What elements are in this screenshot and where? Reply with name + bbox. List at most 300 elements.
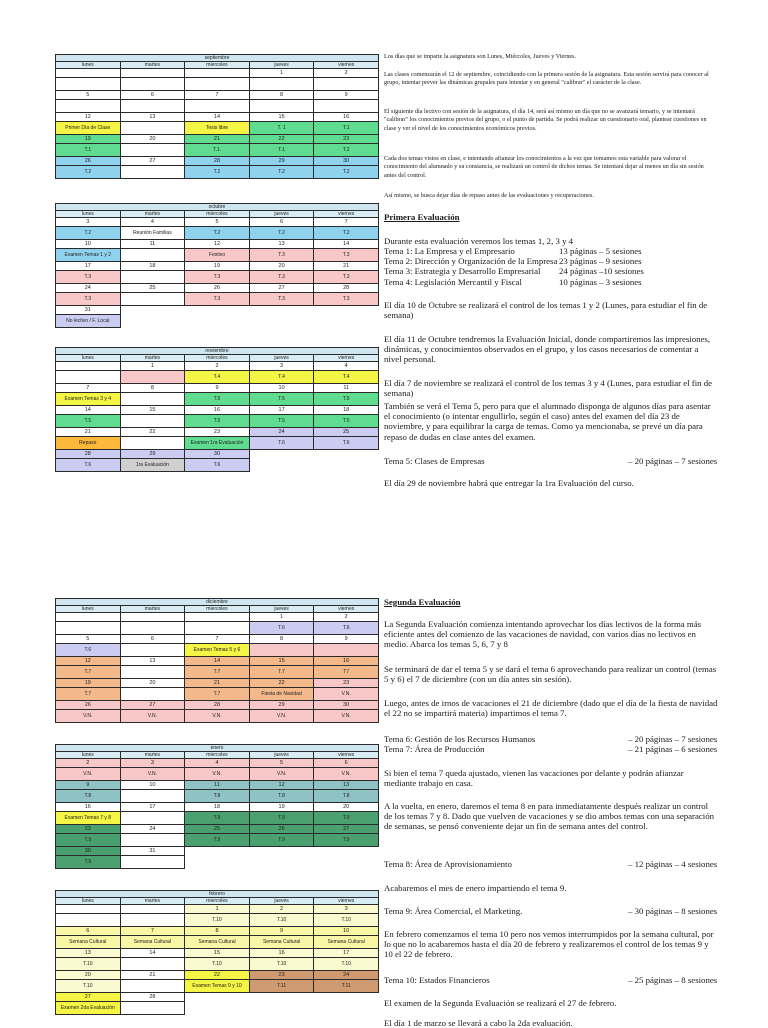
date-cell: 28 bbox=[185, 701, 250, 710]
date-cell: 17 bbox=[120, 803, 185, 812]
date-cell: 16 bbox=[314, 657, 379, 666]
session-cell bbox=[120, 78, 185, 91]
date-cell: 7 bbox=[56, 384, 121, 393]
session-cell: Examen Temas 7 y 8 bbox=[56, 812, 121, 825]
month-title: febrero bbox=[56, 891, 379, 898]
date-cell: 16 bbox=[185, 406, 250, 415]
intro-text-1: Los días que se imparte la asignatura son Lunes, Miércoles, Jueves y Viernes. bbox=[384, 53, 577, 60]
date-cell: 16 bbox=[56, 803, 121, 812]
session-cell bbox=[120, 166, 185, 179]
day-header: lunes bbox=[56, 211, 121, 218]
date-cell: 26 bbox=[249, 825, 314, 834]
date-cell: 3 bbox=[314, 905, 379, 914]
eval2-tema6-row bbox=[384, 734, 718, 744]
session-cell: V.N. bbox=[249, 768, 314, 781]
session-cell: T.10 bbox=[314, 958, 379, 971]
session-cell bbox=[120, 249, 185, 262]
content-row bbox=[56, 790, 379, 803]
eval1-topic-list bbox=[384, 246, 718, 287]
topic-name: Tema 3: Estrategia y Desarrollo Empresarial bbox=[384, 266, 541, 277]
session-cell: T.5 bbox=[185, 393, 250, 406]
date-cell bbox=[56, 69, 121, 78]
date-cell: 19 bbox=[185, 262, 250, 271]
date-row bbox=[56, 157, 379, 166]
content-row bbox=[56, 914, 379, 927]
session-cell: T.9 bbox=[249, 834, 314, 847]
date-cell: 13 bbox=[120, 113, 185, 122]
date-row bbox=[56, 306, 379, 315]
session-cell bbox=[120, 144, 185, 157]
date-row bbox=[56, 218, 379, 227]
date-cell: 13 bbox=[56, 949, 121, 958]
session-cell: T.9 bbox=[56, 834, 121, 847]
day-header: martes bbox=[120, 898, 185, 905]
session-cell bbox=[56, 371, 121, 384]
topic-pages: 10 páginas – 3 sesiones bbox=[559, 276, 642, 287]
month-title: septiembre bbox=[56, 55, 379, 62]
session-cell: T.8 bbox=[185, 790, 250, 803]
eval2-tema9-row bbox=[384, 906, 718, 916]
intro-text-2: Las clases comenzarán el 12 de septiembre, coincidiendo con la primera sesión de la asignatura. Esta sesión servirá para conocer al grupo, intentar prever las dinámicas grupales para intentar y en general "calibrar" el carácter de la clase. bbox=[384, 71, 709, 87]
month-title: octubre bbox=[56, 204, 379, 211]
date-cell: 6 bbox=[120, 635, 185, 644]
session-cell: Semana Cultural bbox=[249, 936, 314, 949]
eval2-p1: La Segunda Evaluación comienza intentando aprovechar los días lectivos de la forma más eficiente antes del comienzo de las vacaciones de navidad, con varios días no lectivos en medio. Abarca los temas 5, 6, 7 y 8 bbox=[384, 619, 702, 650]
date-cell: 2 bbox=[314, 69, 379, 78]
eval1-tema5-row bbox=[384, 456, 718, 466]
session-cell: T.2 bbox=[185, 227, 250, 240]
date-cell bbox=[56, 613, 121, 622]
content-row bbox=[56, 666, 379, 679]
date-cell: 20 bbox=[56, 971, 121, 980]
session-cell bbox=[120, 834, 185, 847]
date-row bbox=[56, 971, 379, 980]
date-cell: 6 bbox=[249, 218, 314, 227]
session-cell: V.N. bbox=[314, 710, 379, 723]
session-cell: T.7 bbox=[56, 666, 121, 679]
session-cell: T.4 bbox=[314, 371, 379, 384]
topic-name: Tema 4: Legislación Mercantil y Fiscal bbox=[384, 276, 522, 287]
calendar-noviembre bbox=[55, 347, 379, 472]
date-cell: 13 bbox=[314, 781, 379, 790]
day-header: jueves bbox=[249, 62, 314, 69]
date-cell: 31 bbox=[120, 847, 185, 856]
date-cell: 9 bbox=[314, 635, 379, 644]
day-header: viernes bbox=[314, 62, 379, 69]
session-cell bbox=[120, 958, 185, 971]
session-cell: T.2 bbox=[56, 227, 121, 240]
date-cell: 30 bbox=[314, 701, 379, 710]
session-cell bbox=[120, 688, 185, 701]
session-cell: Reunión Familias bbox=[120, 227, 185, 240]
date-cell: 23 bbox=[56, 825, 121, 834]
session-cell bbox=[56, 100, 121, 113]
topic-name: Tema 2: Dirección y Organización de la Empresa bbox=[384, 256, 558, 267]
date-row bbox=[56, 613, 379, 622]
date-cell: 19 bbox=[56, 135, 121, 144]
date-cell: 24 bbox=[314, 971, 379, 980]
eval2-p5: A la vuelta, en enero, daremos el tema 8 en para inmediatamente después realizar un control de los temas 7 y 8. Dado que vuelven de vacaciones y se dio ambos temas con una separación de semanas, se pensó conveniente dejar un fin de semana antes del control. bbox=[384, 801, 715, 832]
eval1-tema5: También se verá el Tema 5, pero para que el alumnado disponga de algunos días para asentar el conocimiento (o intentar engullirlo, según el caso) antes del examen del día 23 de noviembre, y para equilibrar la carga de temas. Como ya mencionaba, se prevé un día para repaso de dudas en clase antes del examen. bbox=[384, 401, 711, 442]
day-header: lunes bbox=[56, 606, 121, 613]
session-cell bbox=[185, 100, 250, 113]
date-cell: 4 bbox=[120, 218, 185, 227]
content-row bbox=[56, 293, 379, 306]
date-cell: 24 bbox=[56, 284, 121, 293]
session-cell: T.6 bbox=[185, 459, 250, 472]
session-cell: Primer Día de Clase bbox=[56, 122, 121, 135]
date-cell: 19 bbox=[56, 679, 121, 688]
eval1-inicial: El día 11 de Octubre tendremos la Evaluación Inicial, donde compartiremos las impresiones, dinámicas, y conocimientos observados en el grupo, y los casos necesarios de comentar a nivel personal. bbox=[384, 334, 711, 365]
session-cell: T.3 bbox=[185, 293, 250, 306]
session-cell: T.4 bbox=[249, 371, 314, 384]
topic-name: Tema 5: Clases de Empresas bbox=[384, 456, 485, 466]
date-cell: 29 bbox=[120, 450, 185, 459]
session-cell: T.3 bbox=[185, 271, 250, 284]
session-cell bbox=[120, 856, 185, 869]
date-cell bbox=[120, 613, 185, 622]
date-cell: 18 bbox=[314, 406, 379, 415]
session-cell: Examen Temas 5 y 6 bbox=[185, 644, 250, 657]
date-row bbox=[56, 657, 379, 666]
date-cell: 16 bbox=[314, 113, 379, 122]
month-title: enero bbox=[56, 745, 379, 752]
day-header: viernes bbox=[314, 898, 379, 905]
session-cell: No lectivo / F. Local bbox=[56, 315, 121, 328]
session-cell bbox=[120, 644, 185, 657]
date-row bbox=[56, 847, 379, 856]
session-cell: T.1. bbox=[185, 144, 250, 157]
date-row bbox=[56, 679, 379, 688]
session-cell: T.1 bbox=[249, 144, 314, 157]
content-row bbox=[56, 166, 379, 179]
calendar-diciembre bbox=[55, 598, 379, 723]
day-header: jueves bbox=[249, 355, 314, 362]
date-row bbox=[56, 993, 379, 1002]
date-cell: 7 bbox=[185, 91, 250, 100]
date-row bbox=[56, 759, 379, 768]
content-row bbox=[56, 315, 379, 328]
session-cell: T.2 bbox=[249, 166, 314, 179]
date-cell: 20 bbox=[249, 262, 314, 271]
session-cell: T.6 bbox=[314, 437, 379, 450]
session-cell: T.8 bbox=[249, 790, 314, 803]
date-cell: 12 bbox=[249, 781, 314, 790]
session-cell: T.9 bbox=[314, 812, 379, 825]
session-cell: V.N. bbox=[120, 710, 185, 723]
heading-segunda-evaluacion: Segunda Evaluación bbox=[384, 597, 461, 607]
session-cell bbox=[56, 622, 121, 635]
session-cell: T.1 bbox=[56, 144, 121, 157]
session-cell bbox=[120, 371, 185, 384]
session-cell: Fiesta de Navidad bbox=[249, 688, 314, 701]
session-cell: Examen 2da Evaluación bbox=[56, 1002, 121, 1015]
month-title: noviembre bbox=[56, 348, 379, 355]
session-cell bbox=[56, 78, 121, 91]
eval2-tema10-row bbox=[384, 975, 718, 985]
date-cell: 24 bbox=[249, 428, 314, 437]
session-cell: T.9 bbox=[314, 834, 379, 847]
session-cell: V.N. bbox=[56, 768, 121, 781]
date-cell: 24 bbox=[120, 825, 185, 834]
day-header: jueves bbox=[249, 752, 314, 759]
date-cell: 27 bbox=[120, 701, 185, 710]
session-cell: T.7 bbox=[185, 688, 250, 701]
date-cell: 1 bbox=[249, 69, 314, 78]
content-row bbox=[56, 688, 379, 701]
date-cell: 12 bbox=[185, 240, 250, 249]
date-cell: 14 bbox=[56, 406, 121, 415]
content-row bbox=[56, 936, 379, 949]
date-cell: 14 bbox=[120, 949, 185, 958]
date-cell: 6 bbox=[120, 91, 185, 100]
session-cell: T.6 bbox=[314, 622, 379, 635]
date-row bbox=[56, 428, 379, 437]
session-cell: T.10 bbox=[249, 958, 314, 971]
session-cell: T.2 bbox=[314, 227, 379, 240]
session-cell: T.3 bbox=[249, 271, 314, 284]
eval2-p2: Se terminará de dar el tema 5 y se dará el tema 6 aprovechando para realizar un control (temas 5 y 6) el 7 de diciembre (con un día antes sin sesión). bbox=[384, 664, 717, 685]
date-cell: 1 bbox=[249, 613, 314, 622]
date-cell: 10 bbox=[56, 240, 121, 249]
date-cell: 15 bbox=[249, 113, 314, 122]
content-row bbox=[56, 834, 379, 847]
date-cell: 16 bbox=[249, 949, 314, 958]
session-cell bbox=[120, 790, 185, 803]
session-cell: T.5 bbox=[249, 393, 314, 406]
date-cell: 8 bbox=[249, 635, 314, 644]
day-header: viernes bbox=[314, 606, 379, 613]
day-header: martes bbox=[120, 211, 185, 218]
topic-pages: – 20 páginas – 7 sesiones bbox=[628, 456, 718, 466]
date-cell: 14 bbox=[185, 657, 250, 666]
session-cell: T.3 bbox=[314, 249, 379, 262]
date-cell: 21 bbox=[56, 428, 121, 437]
date-cell: 18 bbox=[120, 262, 185, 271]
session-cell bbox=[120, 812, 185, 825]
topic-pages: 13 páginas – 5 sesiones bbox=[559, 246, 642, 256]
session-cell: V.N. bbox=[56, 710, 121, 723]
eval2-tema7-row bbox=[384, 744, 718, 754]
date-row bbox=[56, 362, 379, 371]
date-cell: 26 bbox=[56, 157, 121, 166]
day-header: miercoles bbox=[185, 898, 250, 905]
date-cell: 30 bbox=[314, 157, 379, 166]
date-cell: 27 bbox=[314, 825, 379, 834]
day-header: martes bbox=[120, 62, 185, 69]
topic-pages: – 25 páginas – 8 sesiones bbox=[628, 975, 718, 985]
date-row bbox=[56, 701, 379, 710]
date-cell: 10 bbox=[314, 927, 379, 936]
date-cell: 6 bbox=[314, 759, 379, 768]
session-cell: T.5 bbox=[314, 415, 379, 428]
session-cell: T.6 bbox=[56, 459, 121, 472]
date-cell: 9 bbox=[314, 91, 379, 100]
date-cell: 13 bbox=[120, 657, 185, 666]
eval1-entrega: El día 29 de noviembre habrá que entregar la 1ra Evaluación del curso. bbox=[384, 478, 634, 488]
date-cell: 8 bbox=[249, 91, 314, 100]
session-cell bbox=[314, 644, 379, 657]
session-cell: V.N. bbox=[185, 768, 250, 781]
day-header: viernes bbox=[314, 752, 379, 759]
content-row bbox=[56, 415, 379, 428]
eval2-tema8-row bbox=[384, 859, 718, 869]
date-cell: 17 bbox=[56, 262, 121, 271]
date-row bbox=[56, 450, 379, 459]
content-row bbox=[56, 812, 379, 825]
date-row bbox=[56, 949, 379, 958]
date-cell: 22 bbox=[185, 971, 250, 980]
session-cell: T.11 bbox=[314, 980, 379, 993]
topic-row bbox=[384, 246, 718, 256]
session-cell: Examen Temas 3 y 4 bbox=[56, 393, 121, 406]
session-cell: V.N. bbox=[249, 710, 314, 723]
content-row bbox=[56, 144, 379, 157]
topic-pages: 23 páginas – 9 sesiones bbox=[559, 256, 642, 267]
date-row bbox=[56, 69, 379, 78]
date-cell: 3 bbox=[120, 759, 185, 768]
date-cell: 5 bbox=[56, 91, 121, 100]
session-cell: T.8 bbox=[56, 790, 121, 803]
topic-pages: – 20 páginas – 7 sesiones bbox=[628, 734, 718, 744]
session-cell: 1ra Evaluación bbox=[120, 459, 185, 472]
date-cell: 23 bbox=[185, 428, 250, 437]
eval2-p6: Acabaremos el mes de enero impartiendo el tema 9. bbox=[384, 883, 567, 893]
date-cell: 4 bbox=[314, 362, 379, 371]
session-cell: T7 bbox=[314, 666, 379, 679]
session-cell bbox=[120, 122, 185, 135]
date-cell: 11 bbox=[120, 240, 185, 249]
topic-pages: 24 páginas –10 sesiones bbox=[559, 266, 644, 277]
date-cell: 28 bbox=[56, 450, 121, 459]
content-row bbox=[56, 768, 379, 781]
content-row bbox=[56, 710, 379, 723]
content-row bbox=[56, 856, 379, 869]
date-cell: 27 bbox=[249, 284, 314, 293]
session-cell: T.7 bbox=[249, 666, 314, 679]
session-cell: Semana Cultural bbox=[56, 936, 121, 949]
session-cell: T.3 bbox=[249, 293, 314, 306]
session-cell: T.8 bbox=[314, 790, 379, 803]
session-cell: Tesis libre bbox=[185, 122, 250, 135]
date-row bbox=[56, 113, 379, 122]
date-cell: 25 bbox=[185, 825, 250, 834]
day-header: jueves bbox=[249, 211, 314, 218]
date-row bbox=[56, 927, 379, 936]
session-cell: T.3 bbox=[314, 271, 379, 284]
date-cell: 9 bbox=[249, 927, 314, 936]
session-cell bbox=[120, 980, 185, 993]
session-cell: T.11 bbox=[249, 980, 314, 993]
calendar-octubre bbox=[55, 203, 379, 328]
session-cell: T.9 bbox=[56, 856, 121, 869]
date-cell: 28 bbox=[185, 157, 250, 166]
date-cell: 23 bbox=[249, 971, 314, 980]
topic-name: Tema 10: Estados Financieros bbox=[384, 975, 490, 985]
session-cell: Examen 1ra Evaluación bbox=[185, 437, 250, 450]
content-row bbox=[56, 249, 379, 262]
session-cell bbox=[120, 437, 185, 450]
session-cell bbox=[314, 78, 379, 91]
session-cell: T.10 bbox=[314, 914, 379, 927]
month-title: diciembre bbox=[56, 599, 379, 606]
session-cell: T.2 bbox=[314, 144, 379, 157]
date-cell: 4 bbox=[185, 759, 250, 768]
date-row bbox=[56, 406, 379, 415]
date-cell bbox=[56, 905, 121, 914]
session-cell: T.5 bbox=[185, 415, 250, 428]
session-cell: T.9 bbox=[249, 812, 314, 825]
session-cell: T.2 bbox=[314, 166, 379, 179]
date-cell: 5 bbox=[185, 218, 250, 227]
day-header: viernes bbox=[314, 211, 379, 218]
date-cell: 28 bbox=[120, 993, 185, 1002]
topic-pages: – 12 páginas – 4 sesiones bbox=[628, 859, 718, 869]
day-header: miercoles bbox=[185, 355, 250, 362]
session-cell: Examen Temas 1 y 2 bbox=[56, 249, 121, 262]
date-cell: 20 bbox=[120, 135, 185, 144]
content-row bbox=[56, 644, 379, 657]
date-row bbox=[56, 905, 379, 914]
topic-pages: – 30 páginas – 8 sesiones bbox=[628, 906, 718, 916]
content-row bbox=[56, 1002, 379, 1015]
date-cell: 14 bbox=[314, 240, 379, 249]
session-cell: T.2 bbox=[56, 166, 121, 179]
date-cell: 14 bbox=[185, 113, 250, 122]
session-cell: T.9 bbox=[185, 834, 250, 847]
session-cell: T.7 bbox=[185, 666, 250, 679]
heading-primera-evaluacion: Primera Evaluación bbox=[384, 212, 460, 222]
session-cell bbox=[249, 100, 314, 113]
date-cell: 27 bbox=[120, 157, 185, 166]
day-header: miercoles bbox=[185, 606, 250, 613]
eval2-p7: En febrero comenzamos el tema 10 pero nos vemos interrumpidos por la semana cultural, por lo que no lo acabaremos hasta el día 20 de febrero y realizaremos el control de los temas 9 y 10 el 22 de febrero. bbox=[384, 929, 714, 960]
date-cell: 30 bbox=[185, 450, 250, 459]
topic-name: Tema 6: Gestión de los Recursos Humanos bbox=[384, 734, 536, 744]
date-cell: 29 bbox=[249, 157, 314, 166]
date-cell: 22 bbox=[120, 428, 185, 437]
date-row bbox=[56, 262, 379, 271]
date-row bbox=[56, 91, 379, 100]
eval2-p3: Luego, antes de irnos de vacaciones el 21 de diciembre (dado que el día de la fiesta de navidad el 22 no se impartirá materia) impartimos el tema 7. bbox=[384, 698, 718, 719]
session-cell: V.N. bbox=[120, 768, 185, 781]
session-cell: T.5 bbox=[249, 415, 314, 428]
day-header: miercoles bbox=[185, 752, 250, 759]
session-cell: T.10 bbox=[56, 980, 121, 993]
date-cell: 11 bbox=[314, 384, 379, 393]
session-cell: T.10 bbox=[185, 914, 250, 927]
date-cell: 12 bbox=[56, 657, 121, 666]
calendar-septiembre bbox=[55, 54, 379, 179]
session-cell bbox=[120, 415, 185, 428]
date-row bbox=[56, 825, 379, 834]
session-cell bbox=[56, 914, 121, 927]
date-row bbox=[56, 135, 379, 144]
date-cell: 2 bbox=[185, 362, 250, 371]
date-cell: 15 bbox=[249, 657, 314, 666]
session-cell: T.6 bbox=[249, 622, 314, 635]
date-cell: 3 bbox=[56, 218, 121, 227]
date-cell: 21 bbox=[185, 679, 250, 688]
date-cell: 23 bbox=[314, 679, 379, 688]
date-cell: 5 bbox=[56, 635, 121, 644]
date-cell: 2 bbox=[314, 613, 379, 622]
date-cell: 21 bbox=[185, 135, 250, 144]
date-row bbox=[56, 284, 379, 293]
date-cell: 2 bbox=[249, 905, 314, 914]
date-row bbox=[56, 781, 379, 790]
session-cell: Repaso bbox=[56, 437, 121, 450]
